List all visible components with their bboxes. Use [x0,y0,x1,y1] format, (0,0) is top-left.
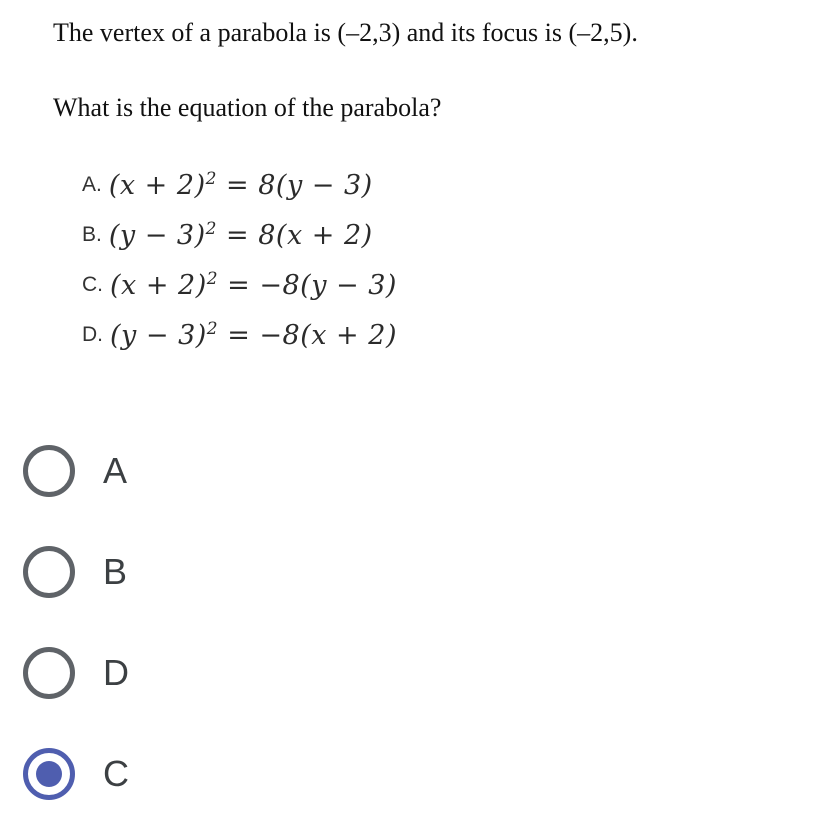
choice-label-d: D. [82,323,103,346]
choice-label-a: A. [82,173,102,196]
radio-button-d[interactable] [23,647,75,699]
radio-label-c: C [103,752,129,794]
radio-option-b[interactable] [23,521,838,622]
choice-equation-d: $(y - 3)^2 = -8(x + 2)$ [110,318,397,351]
radio-button-a[interactable] [23,445,75,497]
radio-label-a: A [103,449,128,491]
radio-option-d[interactable] [23,622,838,723]
choice-row-d [82,310,838,360]
answer-radio-group [23,420,838,824]
radio-button-b[interactable] [23,546,75,598]
quiz-question-panel [0,16,838,824]
choice-equation-a: $(x + 2)^2 = 8(y - 3)$ [108,168,373,201]
choice-label-c: C. [82,273,103,296]
choice-row-b [82,210,838,260]
question-line-1: The vertex of a parabola is (–2,3) and its focus is (–2,5). [53,18,638,47]
radio-button-c-selected[interactable] [23,748,75,800]
radio-label-b: B [103,550,128,592]
question-line-2: What is the equation of the parabola? [53,93,442,122]
radio-option-c[interactable] [23,723,838,824]
choice-equation-c: $(x + 2)^2 = -8(y - 3)$ [110,268,397,301]
choice-row-a [82,160,838,210]
question-text [53,16,838,124]
radio-option-a[interactable] [23,420,838,521]
answer-choices-list [82,160,838,360]
choice-equation-b: $(y - 3)^2 = 8(x + 2)$ [108,218,373,251]
radio-label-d: D [103,651,129,693]
choice-row-c [82,260,838,310]
choice-label-b: B. [82,223,102,246]
